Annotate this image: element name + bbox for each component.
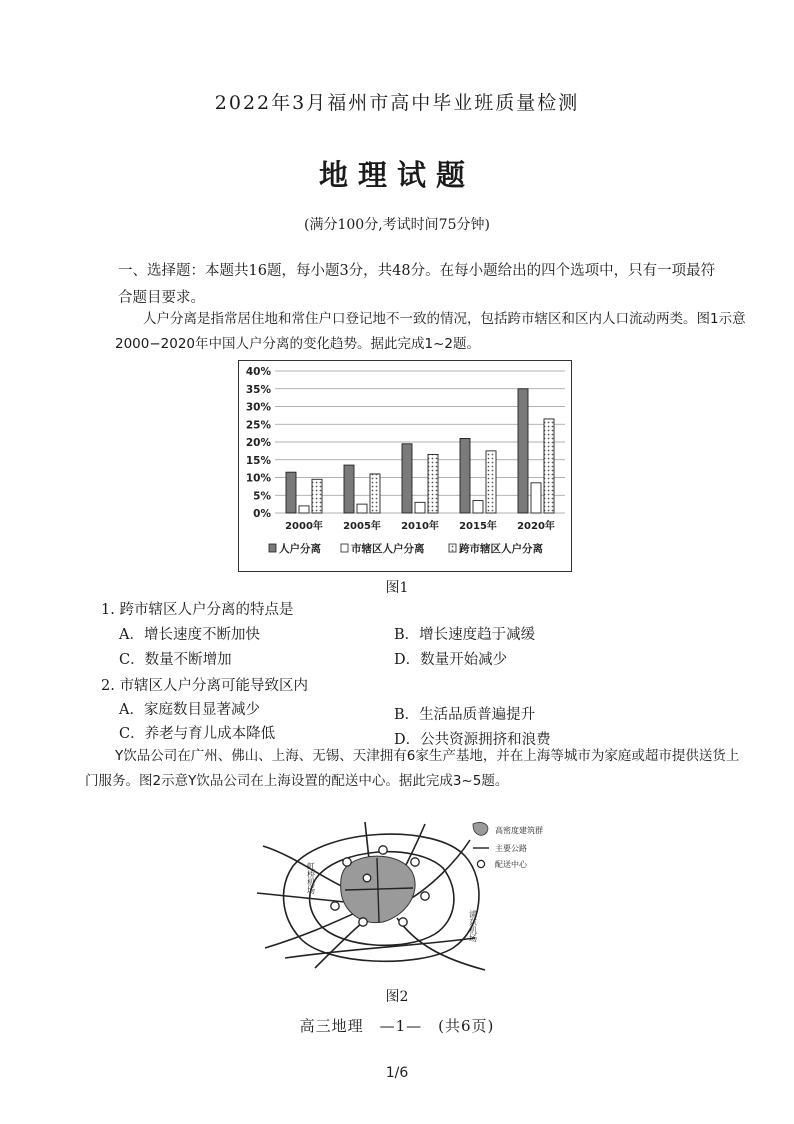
high-density-legend-swatch <box>473 822 488 835</box>
hongqiao-airport-label: 虹桥机场 <box>306 862 316 894</box>
bar-2-2020年 <box>531 483 541 513</box>
distribution-center-icon <box>421 892 429 900</box>
question-2-option-c[interactable]: C．养老与育儿成本降低 <box>119 726 276 742</box>
x-tick-label: 2010年 <box>401 521 439 532</box>
bar-3-2000年 <box>312 479 322 513</box>
bar-3-2005年 <box>370 474 380 513</box>
y-tick-label: 30% <box>245 401 271 414</box>
question-1-option-b[interactable]: B．增长速度趋于减缓 <box>394 627 536 643</box>
bar-chart-svg <box>239 361 571 571</box>
x-tick-label: 2005年 <box>343 521 381 532</box>
bar-3-2015年 <box>486 451 496 513</box>
legend-high-density: 高密度建筑群 <box>495 826 543 835</box>
question-1-option-c[interactable]: C．数量不断增加 <box>119 652 232 668</box>
question-1-stem: 1. 跨市辖区人户分离的特点是 <box>101 602 294 618</box>
legend-entry: 人户分离 <box>279 543 321 555</box>
figure-1-caption: 图1 <box>385 580 409 596</box>
shanghai-map-svg <box>255 818 555 976</box>
map-legend <box>473 822 543 869</box>
bar-1-2010年 <box>402 444 412 513</box>
distribution-center-icon <box>379 846 387 854</box>
legend-swatch <box>269 544 276 552</box>
question-1-option-d[interactable]: D．数量开始减少 <box>394 652 508 668</box>
distribution-center-icon <box>331 902 339 910</box>
page-footer: 高三地理 —1— (共6页) <box>299 1017 495 1035</box>
x-tick-label: 2015年 <box>459 521 497 532</box>
y-tick-label: 5% <box>253 490 271 503</box>
score-note: (满分100分,考试时间75分钟) <box>304 217 490 233</box>
figure-1-chart <box>238 360 572 572</box>
bar-3-2020年 <box>544 419 554 513</box>
y-tick-label: 10% <box>245 472 271 485</box>
bar-2-2000年 <box>299 506 309 513</box>
section-heading: 一、选择题：本题共16题，每小题3分，共48分。在每小题给出的四个选项中，只有一项最符合题目要求。 <box>118 263 716 306</box>
passage-1: 人户分离是指常居住地和常住户口登记地不一致的情况，包括跨市辖区和区内人口流动两类。图1示意2000−2020年中国人户分离的变化趋势。据此完成1~2题。 <box>115 311 746 352</box>
bar-2-2010年 <box>415 502 425 513</box>
distribution-center-legend-icon <box>477 860 484 867</box>
y-tick-label: 15% <box>245 454 271 467</box>
question-2-stem: 2. 市辖区人户分离可能导致区内 <box>101 678 308 694</box>
paper-title: 地理试题 <box>318 158 475 192</box>
y-tick-label: 20% <box>245 437 271 449</box>
y-tick-label: 40% <box>245 366 271 378</box>
bar-1-2005年 <box>344 465 354 513</box>
bar-3-2010年 <box>428 454 438 513</box>
distribution-center-icon <box>359 918 367 926</box>
legend-swatch <box>341 544 348 552</box>
question-2-option-b[interactable]: B．生活品质普遍提升 <box>394 707 536 723</box>
bar-2-2005年 <box>357 504 367 513</box>
exam-header: 2022年3月福州市高中毕业班质量检测 <box>214 92 580 114</box>
bar-1-2020年 <box>518 389 528 513</box>
legend-entry: 跨市辖区人户分离 <box>459 543 543 555</box>
y-tick-label: 35% <box>245 383 271 396</box>
figure-2-map <box>255 818 555 976</box>
y-tick-label: 0% <box>253 508 271 520</box>
x-tick-label: 2020年 <box>517 521 555 532</box>
passage-2: Y饮品公司在广州、佛山、上海、无锡、天津拥有6家生产基地，并在上海等城市为家庭或超市提供送货上门服务。图2示意Y饮品公司在上海设置的配送中心。据此完成3~5题。 <box>85 748 740 789</box>
legend-swatch <box>449 544 456 552</box>
distribution-center-icon <box>363 874 371 882</box>
distribution-center-icon <box>343 858 351 866</box>
page-indicator: 1/6 <box>385 1065 409 1081</box>
question-2-option-d[interactable]: D．公共资源拥挤和浪费 <box>394 732 551 748</box>
x-tick-label: 2000年 <box>285 521 323 532</box>
y-tick-label: 25% <box>245 419 271 432</box>
bar-2-2015年 <box>473 501 483 513</box>
legend-distribution-center: 配送中心 <box>495 860 527 869</box>
bar-1-2000年 <box>286 472 296 513</box>
distribution-center-icon <box>411 858 419 866</box>
bar-1-2015年 <box>460 438 470 513</box>
figure-2-caption: 图2 <box>385 989 409 1005</box>
pudong-airport-label: 浦东机场 <box>468 910 478 942</box>
legend-main-road: 主要公路 <box>495 844 527 853</box>
question-1-option-a[interactable]: A．增长速度不断加快 <box>119 627 260 643</box>
legend-entry: 市辖区人户分离 <box>351 543 425 555</box>
distribution-center-icon <box>399 918 407 926</box>
question-2-option-a[interactable]: A．家庭数目显著减少 <box>119 702 260 718</box>
